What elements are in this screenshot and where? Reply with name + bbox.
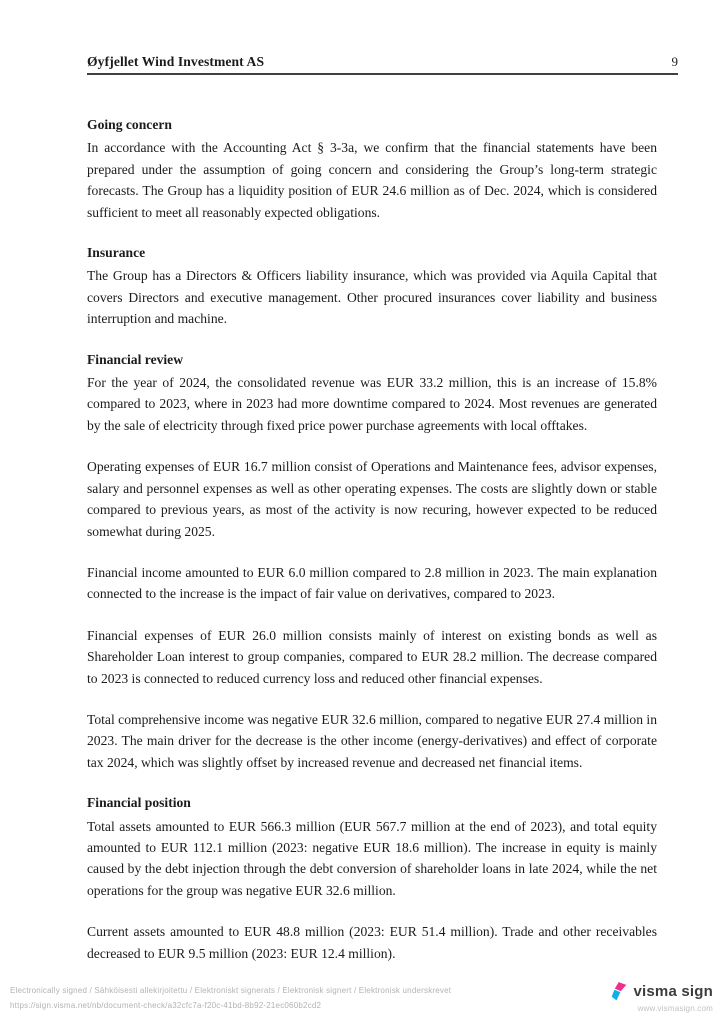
section-financial-position [87,792,657,964]
page-content [87,54,678,964]
paragraph: Total assets amounted to EUR 566.3 million (EUR 567.7 million at the end of 2023), and total equity amounted to EUR 112.1 million (2023: negative EUR 18.6 million). The increase in equity is mainly caused by the debt injection through the debt conversion of shareholder loans in late 2024, while the net operations for the group was negative EUR 32.6 million. [87,818,657,898]
section-heading: Financial position [87,795,191,811]
paragraph: Financial expenses of EUR 26.0 million consists mainly of interest on existing bonds as well as Shareholder Loan interest to group companies, compared to EUR 28.2 million. The decrease compared to 2023 is connected to reduced currency loss and reduced other financial expenses. [87,627,657,686]
page-footer [10,982,713,1013]
brand-name: visma sign [633,983,713,1000]
paragraph: Financial income amounted to EUR 6.0 million compared to 2.8 million in 2023. The main explanation connected to the increase is the impact of fair value on derivatives, compared to 2023. [87,564,657,602]
paragraph: For the year of 2024, the consolidated revenue was EUR 33.2 million, this is an increase of 15.8% compared to 2023, where in 2023 had more downtime compared to 2024. Most revenues are generated by the sale of electricity through fixed price power purchase agreements with local offtakes. [87,375,657,433]
document-sections [87,114,657,964]
paragraph: Current assets amounted to EUR 48.8 million (2023: EUR 51.4 million). Trade and other receivables decreased to EUR 9.5 million (2023: EUR 12.4 million). [87,924,657,961]
verification-url: https://sign.visma.net/nb/document-check/a32cfc7a-f20c-41bd-8b92-21ec060b2cd2 [10,1001,322,1010]
visma-bolt-icon [611,982,628,1001]
section-financial-review [87,349,657,774]
paragraph: Total comprehensive income was negative EUR 32.6 million, compared to negative EUR 27.4 million in 2023. The main driver for the decrease is the other income (energy-derivatives) and effect of corporate tax 2024, which was slightly offset by increased revenue and decreased net financial items. [87,711,657,770]
page-number: 9 [671,54,678,69]
paragraph: The Group has a Directors & Officers liability insurance, which was provided via Aquila Capital that covers Directors and executive management. Other procured insurances cover liability and business interruption and machine. [87,268,657,327]
paragraph: In accordance with the Accounting Act § 3-3a, we confirm that the financial statements have been prepared under the assumption of going concern and considering the Group’s long-term strategic forecasts. The Group has a liquidity position of EUR 24.6 million as of Dec. 2024, which is considered sufficient to meet all reasonably expected obligations. [87,140,657,220]
section-going-concern [87,114,657,223]
page-header [87,54,678,75]
signature-line: Electronically signed / Sähköisesti allekirjoitettu / Elektroniskt signerats / Elektronisk signert / Elektronisk underskrevet [10,986,452,995]
brand-block [611,982,713,1013]
brand-website: www.vismasign.com [637,1004,713,1013]
section-insurance [87,242,657,330]
signature-block [10,983,451,1013]
brand-row [611,982,713,1001]
section-heading: Financial review [87,351,184,367]
document-title: Øyfjellet Wind Investment AS [87,54,265,69]
paragraph: Operating expenses of EUR 16.7 million consist of Operations and Maintenance fees, advisor expenses, salary and personnel expenses as well as other operating expenses. The costs are slightly down or stable compared to previous years, as most of the activity is now recuring, however expected to be reduced somewhat during 2025. [87,459,657,539]
section-heading: Going concern [87,117,172,132]
section-heading: Insurance [87,245,146,261]
